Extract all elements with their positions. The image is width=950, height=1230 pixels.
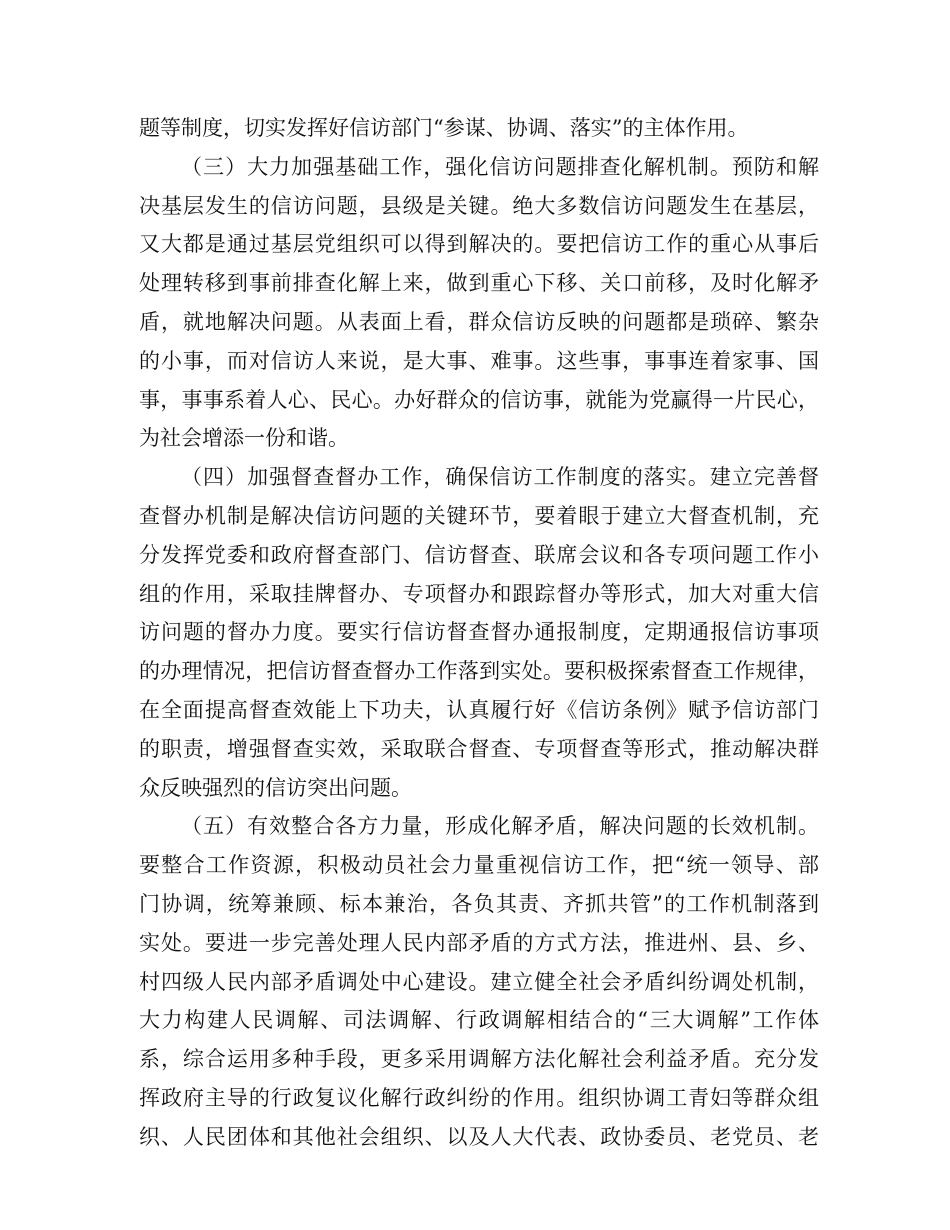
text-line: 盾，就地解决问题。从表面上看，群众信访反映的问题都是琐碎、繁杂 xyxy=(139,309,819,334)
text-line: 村四级人民内部矛盾调处中心建设。建立健全社会矛盾纠纷调处机制， xyxy=(139,969,819,994)
paragraph-first-line: （四）加强督查督办工作，确保信访工作制度的落实。建立完善督 xyxy=(181,465,819,490)
text-line: 门协调，统筹兼顾、标本兼治，各负其责、齐抓共管”的工作机制落到 xyxy=(139,891,819,916)
text-line: 的职责，增强督查实效，采取联合督查、专项督查等形式，推动解决群 xyxy=(139,736,819,761)
paragraph-first-line: （五）有效整合各方力量，形成化解矛盾，解决问题的长效机制。 xyxy=(181,814,819,839)
text-line: 众反映强烈的信访突出问题。 xyxy=(139,775,412,800)
text-line: 要整合工作资源，积极动员社会力量重视信访工作，把“统一领导、部 xyxy=(139,853,819,878)
text-line: 决基层发生的信访问题，县级是关键。绝大多数信访问题发生在基层， xyxy=(139,193,819,218)
text-line: 又大都是通过基层党组织可以得到解决的。要把信访工作的重心从事后 xyxy=(139,232,819,257)
text-line: 访问题的督办力度。要实行信访督查督办通报制度，定期通报信访事项 xyxy=(139,620,819,645)
body-text xyxy=(139,109,819,1157)
text-line: 题等制度，切实发挥好信访部门“参谋、协调、落实”的主体作用。 xyxy=(139,116,749,140)
text-line: 在全面提高督查效能上下功夫，认真履行好《信访条例》赋予信访部门 xyxy=(139,697,819,722)
text-line: 查督办机制是解决信访问题的关键环节，要着眼于建立大督查机制，充 xyxy=(139,503,819,528)
text-line: 系，综合运用多种手段，更多采用调解方法化解社会利益矛盾。充分发 xyxy=(139,1047,819,1072)
text-line: 处理转移到事前排查化解上来，做到重心下移、关口前移，及时化解矛 xyxy=(139,271,819,296)
text-line: 的小事，而对信访人来说，是大事、难事。这些事，事事连着家事、国 xyxy=(139,348,819,373)
text-line: 大力构建人民调解、司法调解、行政调解相结合的“三大调解”工作体 xyxy=(139,1008,819,1033)
text-line: 组的作用，采取挂牌督办、专项督办和跟踪督办等形式，加大对重大信 xyxy=(139,581,819,606)
text-line: 挥政府主导的行政复议化解行政纠纷的作用。组织协调工青妇等群众组 xyxy=(139,1085,819,1110)
text-line: 实处。要进一步完善处理人民内部矛盾的方式方法，推进州、县、乡、 xyxy=(139,930,819,955)
paragraph-first-line: （三）大力加强基础工作，强化信访问题排查化解机制。预防和解 xyxy=(181,154,819,179)
text-line: 分发挥党委和政府督查部门、信访督查、联席会议和各专项问题工作小 xyxy=(139,542,819,567)
text-line: 为社会增添一份和谐。 xyxy=(139,426,349,451)
text-line: 事，事事系着人心、民心。办好群众的信访事，就能为党赢得一片民心， xyxy=(139,387,819,412)
text-line: 的办理情况，把信访督查督办工作落到实处。要积极探索督查工作规律， xyxy=(139,659,819,684)
text-line: 织、人民团体和其他社会组织、以及人大代表、政协委员、老党员、老 xyxy=(139,1124,819,1149)
